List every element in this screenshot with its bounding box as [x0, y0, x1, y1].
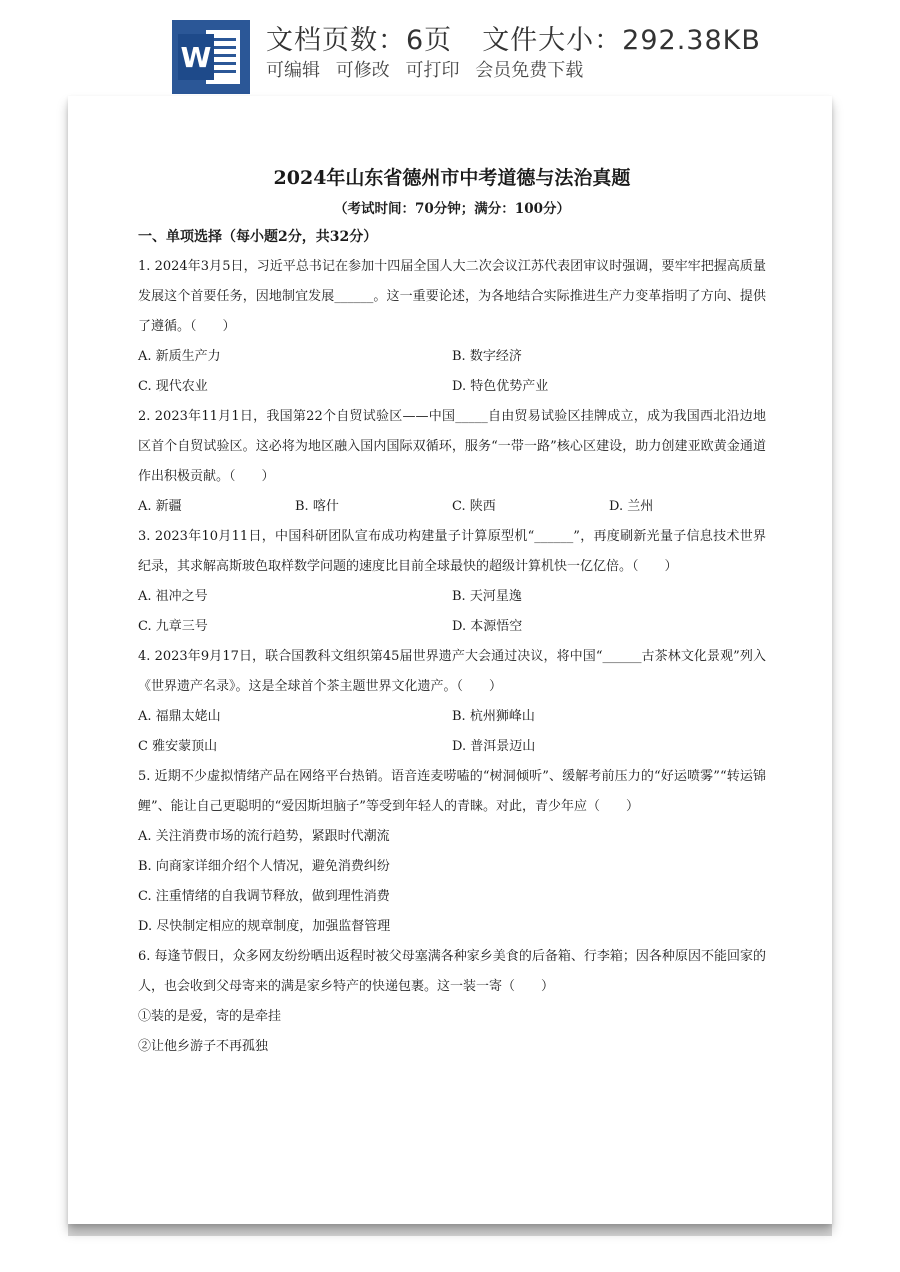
option-d: D. 尽快制定相应的规章制度，加强监督管理 — [138, 919, 391, 934]
question-6 — [138, 942, 766, 1062]
option-b: B. 天河星逸 — [452, 589, 522, 604]
question-text: 4. 2023年9月17日，联合国教科文组织第45届世界遗产大会通过决议，将中国“______古茶林文化景观”列入《世界遗产名录》。这是全球首个茶主题世界文化遗产。（ ） — [138, 649, 766, 694]
option-b: B. 数字经济 — [452, 349, 522, 364]
statement-2: ②让他乡游子不再孤独 — [138, 1039, 269, 1054]
document-page — [68, 96, 832, 1224]
banner-title — [266, 18, 791, 57]
question-text: 3. 2023年10月11日，中国科研团队宣布成功构建量子计算原型机“______”，再度刷新光量子信息技术世界纪录，其求解高斯玻色取样数学问题的速度比目前全球最快的超级计算机快一亿亿倍。（ ） — [138, 529, 766, 574]
question-4 — [138, 642, 766, 762]
file-size: 文件大小：292.38KB — [482, 25, 761, 56]
feature-modifiable: 可修改 — [335, 60, 390, 81]
question-2 — [138, 402, 766, 522]
option-b: B. 杭州狮峰山 — [452, 709, 535, 724]
option-a: A. 新质生产力 — [138, 349, 221, 364]
option-row — [138, 492, 766, 522]
exam-info: （考试时间：70分钟；满分：100分） — [334, 201, 570, 217]
question-3 — [138, 522, 766, 642]
option-a: A. 祖冲之号 — [138, 589, 208, 604]
option-c: C. 九章三号 — [138, 619, 208, 634]
option-d: D. 兰州 — [609, 499, 654, 514]
word-doc-icon — [172, 20, 250, 94]
option-c: C. 注重情绪的自我调节释放，做到理性消费 — [138, 889, 390, 904]
option-b: B. 向商家详细介绍个人情况，避免消费纠纷 — [138, 859, 390, 874]
download-banner — [0, 0, 900, 96]
question-1 — [138, 252, 766, 402]
option-b: B. 喀什 — [295, 499, 339, 514]
word-icon-letter: W — [180, 41, 212, 74]
question-text: 6. 每逢节假日，众多网友纷纷晒出返程时被父母塞满各种家乡美食的后备箱、行李箱；因各种原因不能回家的人，也会收到父母寄来的满是家乡特产的快递包裹。这一装一寄（ ） — [138, 949, 766, 994]
feature-editable: 可编辑 — [266, 60, 320, 81]
question-text: 1. 2024年3月5日，习近平总书记在参加十四届全国人大二次会议江苏代表团审议时强调，要牢牢把握高质量发展这个首要任务，因地制宜发展______。这一重要论述，为各地结合实际推进生产力变革指明了方向、提供了遵循。（ ） — [138, 259, 766, 334]
option-a: A. 关注消费市场的流行趋势，紧跟时代潮流 — [138, 829, 390, 844]
section-heading: 一、单项选择（每小题2分，共32分） — [138, 229, 378, 245]
option-row — [138, 582, 766, 612]
feature-member-download: 会员免费下载 — [475, 60, 584, 81]
option-d: D. 普洱景迈山 — [452, 739, 536, 754]
document-content — [138, 160, 766, 1062]
option-c: C. 陕西 — [452, 499, 496, 514]
question-5 — [138, 762, 766, 942]
option-d: D. 本源悟空 — [452, 619, 523, 634]
option-a: A. 新疆 — [138, 499, 182, 514]
option-row — [138, 342, 766, 372]
question-text: 5. 近期不少虚拟情绪产品在网络平台热销。语音连麦唠嗑的“树洞倾听”、缓解考前压力的“好运喷雾”“转运锦鲤”、能让自己更聪明的“爱因斯坦脑子”等受到年轻人的青睐。对此，青少年应（ ） — [138, 769, 766, 814]
question-text: 2. 2023年11月1日，我国第22个自贸试验区——中国_____自由贸易试验区挂牌成立，成为我国西北沿边地区首个自贸试验区。这必将为地区融入国内国际双循环，服务“一带一路”核心区建设，助力创建亚欧黄金通道作出积极贡献。（ ） — [138, 409, 766, 484]
option-c: C 雅安蒙顶山 — [138, 739, 218, 754]
option-row — [138, 612, 766, 642]
option-row — [138, 372, 766, 402]
option-row — [138, 732, 766, 762]
option-c: C. 现代农业 — [138, 379, 208, 394]
banner-features — [266, 56, 593, 82]
option-row — [138, 702, 766, 732]
option-a: A. 福鼎太姥山 — [138, 709, 221, 724]
document-title: 2024年山东省德州市中考道德与法治真题 — [273, 167, 631, 189]
statement-1: ①装的是爱，寄的是牵挂 — [138, 1009, 282, 1024]
option-d: D. 特色优势产业 — [452, 379, 549, 394]
feature-printable: 可打印 — [405, 60, 460, 81]
page-count: 文档页数：6页 — [266, 25, 453, 56]
